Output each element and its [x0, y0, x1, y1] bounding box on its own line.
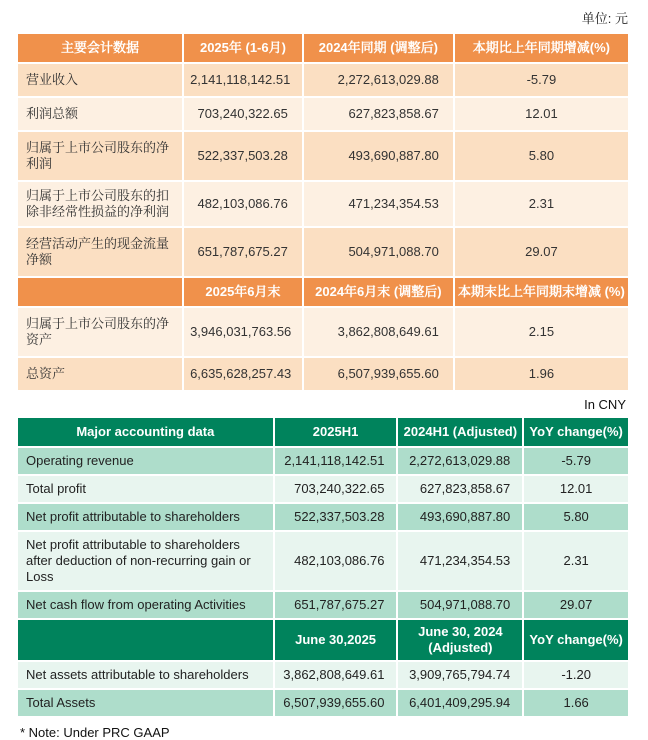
value-2024: 3,909,765,794.74 [398, 662, 522, 688]
value-change: 12.01 [455, 98, 628, 130]
table-row [18, 592, 628, 618]
value-2024: 504,971,088.70 [398, 592, 522, 618]
value-2024: 504,971,088.70 [304, 228, 453, 276]
row-label: 归属于上市公司股东的净利润 [18, 132, 182, 180]
en-subheader-change: YoY change(%) [524, 620, 628, 660]
value-change: 2.15 [455, 308, 628, 356]
value-2024: 627,823,858.67 [398, 476, 522, 502]
cn-table-header-row [18, 34, 628, 62]
value-2024: 493,690,887.80 [398, 504, 522, 530]
table-row [18, 98, 628, 130]
row-label: 营业收入 [18, 64, 182, 96]
value-change: -5.79 [524, 448, 628, 474]
value-2025: 651,787,675.27 [275, 592, 397, 618]
value-2024: 471,234,354.53 [398, 532, 522, 590]
table-row [18, 308, 628, 356]
en-table-subheader-row [18, 620, 628, 660]
row-label: Net assets attributable to shareholders [18, 662, 273, 688]
table-row [18, 448, 628, 474]
value-2025: 703,240,322.65 [275, 476, 397, 502]
value-2025: 3,946,031,763.56 [184, 308, 302, 356]
unit-label-cn: 单位: 元 [581, 11, 628, 26]
en-col-header-2024: 2024H1 (Adjusted) [398, 418, 522, 446]
value-change: 5.80 [455, 132, 628, 180]
row-label: 总资产 [18, 358, 182, 390]
value-change: 2.31 [455, 182, 628, 226]
value-change: -5.79 [455, 64, 628, 96]
value-2025: 522,337,503.28 [184, 132, 302, 180]
value-2024: 6,507,939,655.60 [304, 358, 453, 390]
value-2024: 2,272,613,029.88 [304, 64, 453, 96]
row-label: Net cash flow from operating Activities [18, 592, 273, 618]
en-col-header-2025: 2025H1 [275, 418, 397, 446]
value-2024: 6,401,409,295.94 [398, 690, 522, 716]
value-change: 1.66 [524, 690, 628, 716]
value-2025: 651,787,675.27 [184, 228, 302, 276]
value-change: 5.80 [524, 504, 628, 530]
en-subheader-empty [18, 620, 273, 660]
table-row [18, 182, 628, 226]
value-change: 2.31 [524, 532, 628, 590]
en-col-header-metric: Major accounting data [18, 418, 273, 446]
value-2024: 471,234,354.53 [304, 182, 453, 226]
row-label: 归属于上市公司股东的扣除非经常性损益的净利润 [18, 182, 182, 226]
value-2025: 3,862,808,649.61 [275, 662, 397, 688]
value-2025: 522,337,503.28 [275, 504, 397, 530]
row-label: Total profit [18, 476, 273, 502]
row-label: Operating revenue [18, 448, 273, 474]
table-row [18, 228, 628, 276]
value-2025: 2,141,118,142.51 [184, 64, 302, 96]
value-2025: 482,103,086.76 [184, 182, 302, 226]
value-2024: 627,823,858.67 [304, 98, 453, 130]
cn-subheader-empty [18, 278, 182, 306]
row-label: Total Assets [18, 690, 273, 716]
value-change: 29.07 [455, 228, 628, 276]
table-row [18, 504, 628, 530]
row-label: 利润总额 [18, 98, 182, 130]
cn-accounting-table [16, 32, 630, 392]
row-label: 经营活动产生的现金流量净额 [18, 228, 182, 276]
value-change: 29.07 [524, 592, 628, 618]
table-row [18, 690, 628, 716]
value-change: -1.20 [524, 662, 628, 688]
cn-table-subheader-row [18, 278, 628, 306]
row-label: Net profit attributable to shareholders [18, 504, 273, 530]
table-row [18, 132, 628, 180]
cn-col-header-2025: 2025年 (1-6月) [184, 34, 302, 62]
value-2025: 703,240,322.65 [184, 98, 302, 130]
en-subheader-2025: June 30,2025 [275, 620, 397, 660]
table-row [18, 358, 628, 390]
value-2025: 2,141,118,142.51 [275, 448, 397, 474]
note-under-prc-gaap: * Note: Under PRC GAAP [20, 725, 170, 740]
en-subheader-2024: June 30, 2024 (Adjusted) [398, 620, 522, 660]
cn-subheader-2024: 2024年6月末 (调整后) [304, 278, 453, 306]
en-accounting-table [16, 416, 630, 718]
value-2024: 3,862,808,649.61 [304, 308, 453, 356]
value-2024: 493,690,887.80 [304, 132, 453, 180]
value-2024: 2,272,613,029.88 [398, 448, 522, 474]
cn-subheader-2025: 2025年6月末 [184, 278, 302, 306]
value-change: 12.01 [524, 476, 628, 502]
value-2025: 6,507,939,655.60 [275, 690, 397, 716]
unit-label-en: In CNY [584, 397, 626, 412]
row-label: Net profit attributable to shareholders after deduction of non-recurring gain or Loss [18, 532, 273, 590]
table-row [18, 64, 628, 96]
en-col-header-change: YoY change(%) [524, 418, 628, 446]
cn-col-header-2024: 2024年同期 (调整后) [304, 34, 453, 62]
en-table-header-row [18, 418, 628, 446]
value-change: 1.96 [455, 358, 628, 390]
row-label: 归属于上市公司股东的净资产 [18, 308, 182, 356]
value-2025: 482,103,086.76 [275, 532, 397, 590]
cn-subheader-change: 本期末比上年同期末增减 (%) [455, 278, 628, 306]
value-2025: 6,635,628,257.43 [184, 358, 302, 390]
table-row [18, 532, 628, 590]
cn-col-header-metric: 主要会计数据 [18, 34, 182, 62]
cn-col-header-change: 本期比上年同期增减(%) [455, 34, 628, 62]
table-row [18, 476, 628, 502]
